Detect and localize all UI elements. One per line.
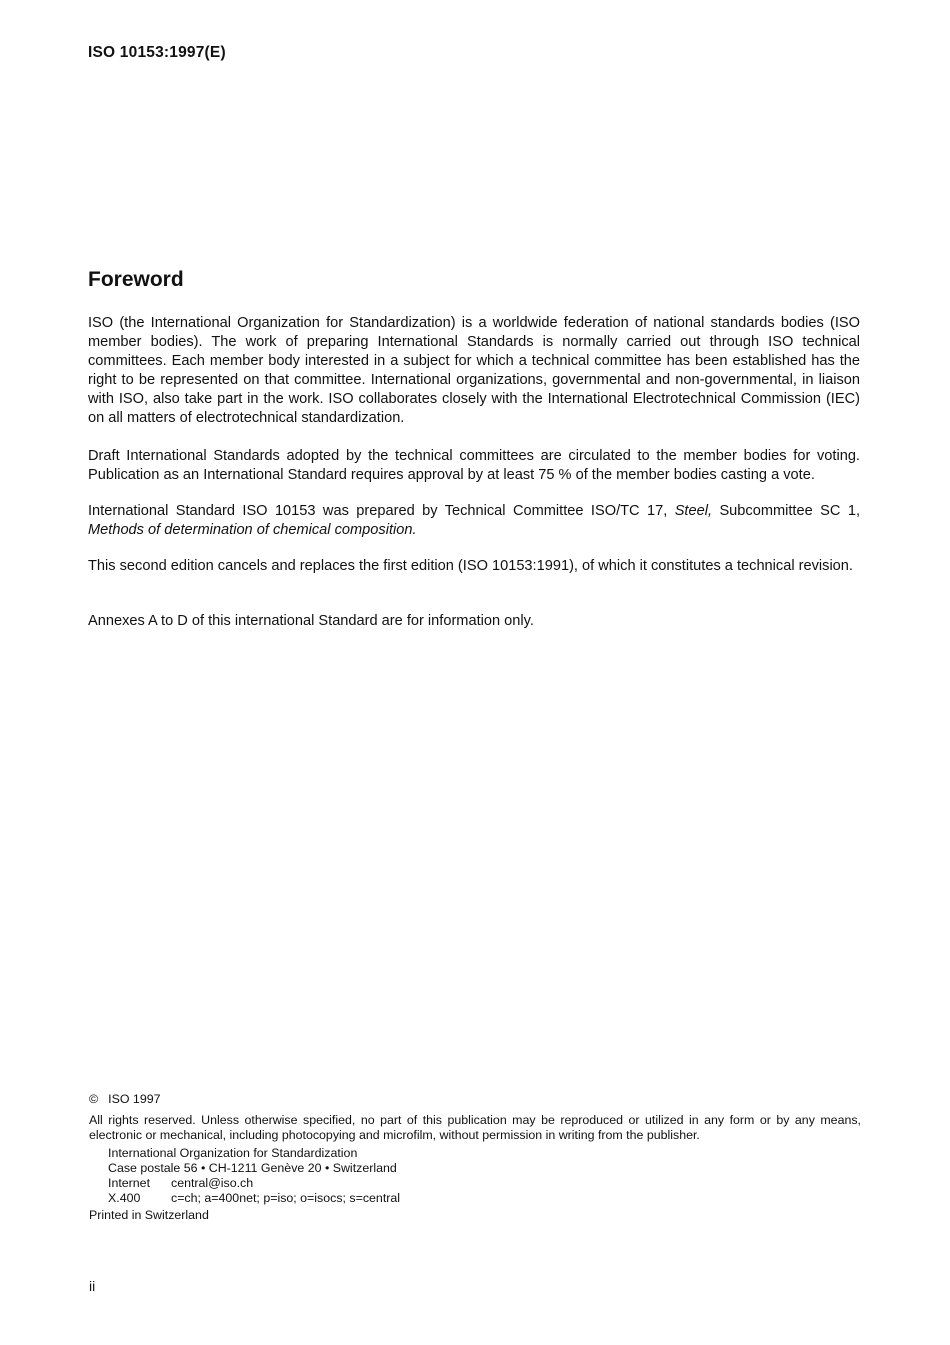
organization-name: International Organization for Standardization — [108, 1146, 358, 1160]
foreword-paragraph-5: Annexes A to D of this international Standard are for information only. — [88, 613, 534, 629]
foreword-paragraph-4: This second edition cancels and replaces the first edition (ISO 10153:1991), of which it constitutes a technical revision. — [88, 558, 853, 574]
printed-location: Printed in Switzerland — [89, 1208, 209, 1222]
copyright-year: ISO 1997 — [108, 1092, 161, 1106]
paragraph-3-text-1: International Standard ISO 10153 was prepared by Technical Committee ISO/TC 17, — [88, 503, 675, 519]
subcommittee-title: Methods of determination of chemical composition. — [88, 522, 417, 538]
rights-reserved-text: All rights reserved. Unless otherwise specified, no part of this publication may be reproduced or utilized in any form or by any means, electronic or mechanical, including photocopying and microfilm, without permission in writing from the publisher. — [89, 1113, 861, 1142]
foreword-heading: Foreword — [88, 268, 184, 291]
page-number: ii — [89, 1278, 96, 1294]
paragraph-3-text-2: Subcommittee SC 1, — [712, 503, 860, 519]
internet-address: central@iso.ch — [171, 1176, 254, 1190]
internet-label: Internet — [108, 1176, 151, 1190]
x400-address: c=ch; a=400net; p=iso; o=isocs; s=central — [171, 1191, 401, 1205]
internet-row — [108, 1176, 861, 1191]
postal-address: Case postale 56 • CH-1211 Genève 20 • Switzerland — [108, 1161, 397, 1175]
x400-row — [108, 1191, 861, 1206]
copyright-line — [89, 1092, 861, 1107]
copyright-block — [89, 1092, 861, 1223]
document-id-header: ISO 10153:1997(E) — [88, 44, 226, 61]
committee-name-steel: Steel, — [674, 503, 713, 519]
foreword-paragraph-1: ISO (the International Organization for Standardization) is a worldwide federation of national standards bodies (ISO member bodies). The work of preparing International Standards is normally carried out through ISO technical committees. Each member body interested in a subject for which a technical committee has been established has the right to be represented on that committee. International organizations, governmental and non-governmental, in liaison with ISO, also take part in the work. ISO collaborates closely with the International Electrotechnical Commission (IEC) on all matters of electrotechnical standardization. — [88, 315, 860, 426]
x400-label: X.400 — [108, 1191, 141, 1205]
copyright-icon: © — [89, 1092, 99, 1106]
foreword-paragraph-3 — [88, 502, 860, 540]
foreword-paragraph-2: Draft International Standards adopted by the technical committees are circulated to the member bodies for voting. Publication as an International Standard requires approval by at least 75 % of the member bodies casting a vote. — [88, 448, 860, 483]
publisher-address — [108, 1146, 861, 1206]
